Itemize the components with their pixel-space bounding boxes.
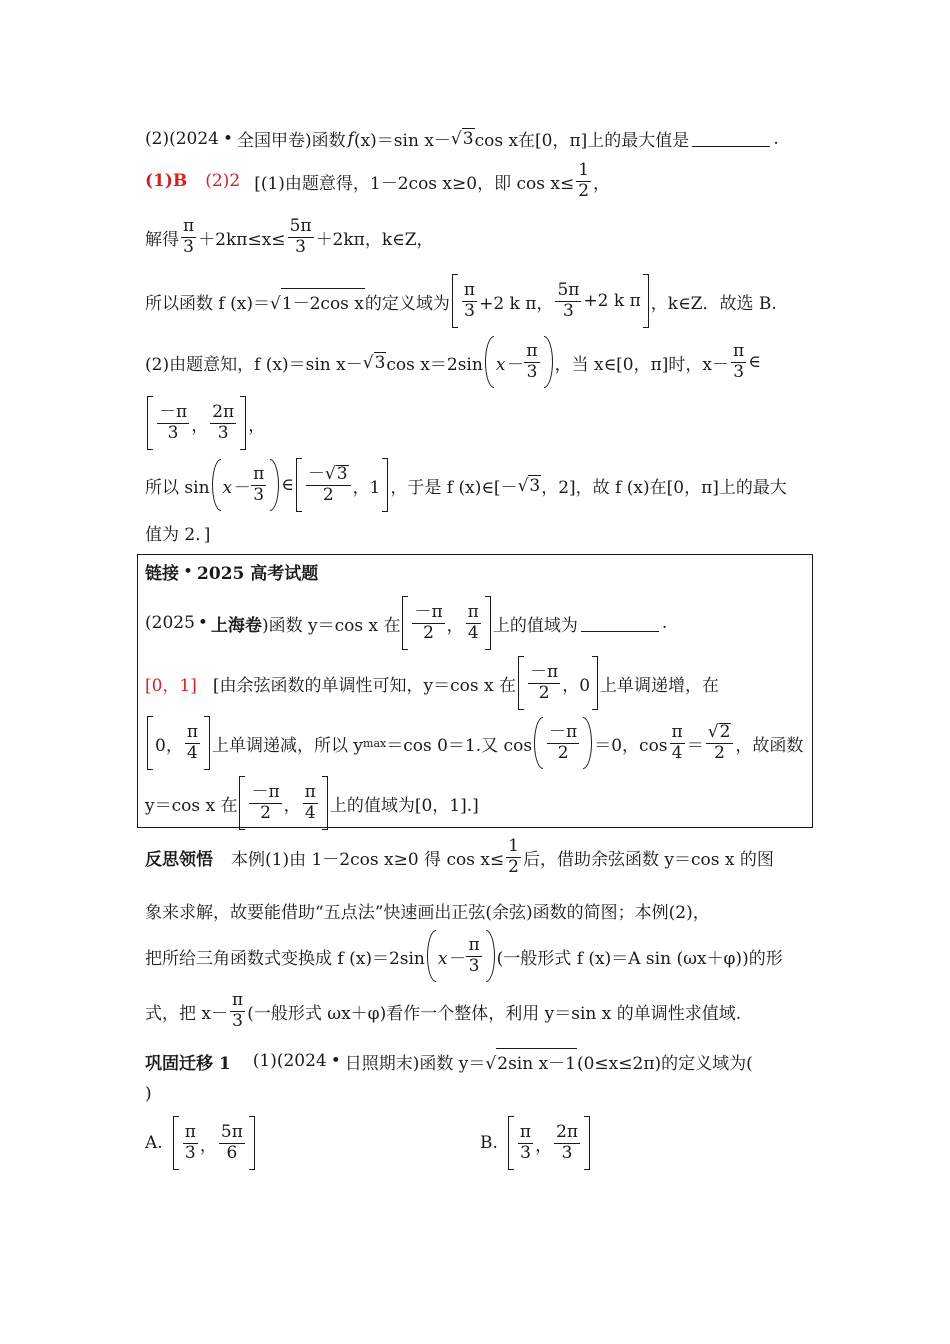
right-bracket bbox=[249, 1116, 255, 1170]
interval-end: ， bbox=[248, 415, 266, 436]
part2-inner: x－ bbox=[495, 354, 523, 375]
left-paren bbox=[212, 459, 221, 511]
q-end: 上的值域为 bbox=[492, 615, 578, 636]
left-bracket bbox=[147, 396, 153, 450]
a2-zero: 0， bbox=[155, 735, 183, 756]
solve-line bbox=[145, 218, 434, 257]
fraction: $\frac{\pi}{3}$ bbox=[183, 216, 195, 257]
range-line bbox=[145, 458, 787, 512]
answer-2: (2)2 bbox=[205, 171, 241, 192]
left-bracket bbox=[518, 656, 524, 710]
a2-sub: max bbox=[363, 736, 387, 750]
domain-end: ，k∈Z．故选 B. bbox=[650, 293, 777, 314]
l3-end: (一般形式 f (x)＝A sin (ωx＋φ))的形 bbox=[496, 948, 783, 969]
q-source: 上海卷 bbox=[210, 615, 262, 636]
exercise-end: (0≤x≤2π)的定义域为( bbox=[576, 1053, 753, 1074]
fraction: $\frac{-\pi}{2}$ bbox=[251, 781, 280, 823]
right-bracket bbox=[643, 274, 649, 328]
link-answer: [0，1] bbox=[145, 675, 197, 696]
right-paren bbox=[486, 930, 495, 982]
problem-source: 全国甲卷 bbox=[237, 131, 306, 151]
max-line bbox=[145, 520, 210, 545]
range-end: ，2]，故 f (x)在[0，π]上的最大 bbox=[541, 477, 787, 498]
fraction: $\frac{2\pi}{3}$ bbox=[212, 401, 235, 443]
link-question-line bbox=[145, 596, 667, 650]
left-bracket bbox=[173, 1116, 179, 1170]
problem-label: (2)(2024 bbox=[145, 128, 219, 149]
link-title: 链接 bbox=[145, 564, 179, 584]
right-bracket bbox=[382, 458, 388, 512]
fraction: $\frac{\pi}{3}$ bbox=[232, 990, 244, 1031]
left-bracket bbox=[239, 776, 245, 830]
a2-text: 上单调递减，所以 y bbox=[212, 735, 364, 756]
problem-text-c: cos x在[0，π]上的最大值是 bbox=[474, 131, 690, 151]
right-bracket bbox=[584, 1116, 590, 1170]
option-b-sep: ， bbox=[535, 1135, 553, 1156]
domain-line bbox=[145, 274, 777, 328]
a3-prefix: y＝cos x 在 bbox=[145, 795, 238, 816]
right-bracket bbox=[322, 776, 328, 830]
fraction: $\frac{-\pi}{3}$ bbox=[159, 401, 188, 443]
right-bracket bbox=[204, 716, 210, 770]
part2-mid2: ，当 x∈[0，π]时，x－ bbox=[554, 354, 730, 375]
link-title-line bbox=[145, 559, 318, 584]
fraction: $\frac{\pi}{3}$ bbox=[526, 340, 538, 382]
answer-end: ， bbox=[593, 173, 611, 194]
fraction: $\frac{\pi}{4}$ bbox=[186, 721, 199, 763]
answer-blank bbox=[692, 130, 770, 147]
reflection-line-3 bbox=[145, 930, 783, 982]
fraction: $\frac{\pi}{3}$ bbox=[733, 340, 745, 382]
link-answer-line-3 bbox=[145, 776, 479, 830]
fraction: $\frac{5\pi}{3}$ bbox=[557, 279, 580, 321]
fx: f bbox=[347, 128, 354, 149]
fraction: $\frac{5\pi}{3}$ bbox=[289, 216, 312, 257]
fraction: $\frac{\pi}{3}$ bbox=[463, 279, 476, 321]
l1-end: 后，借助余弦函数 y＝cos x 的图 bbox=[523, 849, 774, 870]
exercise-text: (1)(2024 bbox=[252, 1051, 327, 1071]
interval-line bbox=[145, 396, 265, 450]
dot: • bbox=[197, 613, 208, 633]
fraction: $\frac{\pi}{3}$ bbox=[253, 463, 265, 505]
a2-eq: ＝ bbox=[686, 735, 704, 756]
fraction: $\frac{-\pi}{2}$ bbox=[414, 601, 443, 643]
right-paren bbox=[270, 459, 279, 511]
fraction: $\frac{1}{2}$ bbox=[578, 160, 590, 201]
option-b-label: B. bbox=[480, 1133, 498, 1153]
q-sep: ， bbox=[446, 615, 464, 636]
l1-text: 本例(1)由 1－2cos x≥0 得 cos x≤ bbox=[231, 849, 505, 870]
l3-inner: x－ bbox=[437, 948, 465, 969]
link-answer-line-2 bbox=[145, 716, 803, 770]
solve-prefix: 解得 bbox=[145, 229, 179, 250]
q-text: )函数 y＝cos x 在 bbox=[261, 615, 401, 636]
fraction: $\frac{\pi}{3}$ bbox=[184, 1121, 196, 1163]
range-inner: x－ bbox=[222, 477, 250, 498]
q-dot: . bbox=[661, 613, 668, 633]
dot: • bbox=[330, 1051, 341, 1071]
fraction: $\frac{5\pi}{6}$ bbox=[220, 1121, 243, 1163]
option-a-label: A. bbox=[145, 1133, 163, 1153]
interval-sep: ， bbox=[191, 415, 209, 436]
left-bracket bbox=[452, 274, 458, 328]
a2-text3: ＝0，cos bbox=[594, 735, 668, 756]
left-paren bbox=[485, 336, 494, 388]
reflection-line-2 bbox=[145, 898, 710, 923]
right-bracket bbox=[485, 596, 491, 650]
range-in: ∈ bbox=[281, 475, 294, 495]
left-bracket bbox=[296, 458, 302, 512]
fraction: $\frac{-\pi}{2}$ bbox=[549, 721, 578, 763]
answer-text: [(1)由题意得，1－2cos x≥0，即 cos x≤ bbox=[254, 173, 575, 194]
exercise-title: 巩固迁移 1 bbox=[145, 1053, 231, 1074]
a1-text: [由余弦函数的单调性可知，y＝cos x 在 bbox=[212, 675, 517, 696]
left-paren bbox=[534, 717, 543, 769]
fraction: √ 2 2 bbox=[706, 723, 734, 763]
problem-end: . bbox=[773, 128, 779, 149]
max-text: 值为 2．] bbox=[145, 525, 211, 545]
solve-mid: ＋2kπ≤x≤ bbox=[198, 229, 286, 250]
exercise-close-line bbox=[145, 1084, 152, 1104]
answer-1: (1)B bbox=[145, 171, 188, 192]
domain-prefix: 所以函数 f (x)＝ bbox=[145, 293, 270, 314]
l2: 象来求解，故要能借助“五点法”快速画出正弦(余弦)函数的简图；本例(2)， bbox=[145, 903, 710, 923]
a1-sep: ，0 bbox=[562, 675, 591, 696]
right-bracket bbox=[592, 656, 598, 710]
dot: • bbox=[222, 128, 234, 149]
right-bracket bbox=[240, 396, 246, 450]
fraction: $\frac{\pi}{3}$ bbox=[519, 1121, 532, 1163]
link-answer-line-1 bbox=[145, 656, 719, 710]
range-mid: ，于是 f (x)∈[－ bbox=[390, 477, 518, 498]
l3-prefix: 把所给三角函数式变换成 f (x)＝2sin bbox=[145, 948, 425, 969]
option-a[interactable] bbox=[145, 1116, 257, 1170]
right-paren bbox=[583, 717, 592, 769]
part2-line bbox=[145, 336, 761, 388]
fraction: $\frac{1}{2}$ bbox=[508, 836, 519, 877]
a3-sep: ， bbox=[283, 795, 301, 816]
left-paren bbox=[427, 930, 436, 982]
exercise-line bbox=[145, 1048, 753, 1074]
option-b[interactable] bbox=[480, 1116, 592, 1170]
reflection-line-4 bbox=[145, 992, 741, 1031]
sqrt-3: √ 3 bbox=[362, 352, 386, 373]
sqrt-expr: √ 1－2cos x bbox=[270, 288, 365, 314]
fraction: － √ 3 2 bbox=[306, 465, 351, 505]
fraction: $\frac{\pi}{3}$ bbox=[468, 934, 480, 976]
left-bracket bbox=[147, 716, 153, 770]
answer-blank bbox=[581, 615, 659, 632]
exercise-close: ) bbox=[145, 1084, 152, 1104]
l4-prefix: 式，把 x－ bbox=[145, 1003, 228, 1024]
l4-end: (一般形式 ωx＋φ)看作一个整体，利用 y＝sin x 的单调性求值域. bbox=[247, 1003, 742, 1024]
a1-end: 上单调递增，在 bbox=[600, 675, 720, 696]
fraction: $\frac{2\pi}{3}$ bbox=[556, 1121, 579, 1163]
part2-mid: cos x＝2sin bbox=[386, 354, 483, 375]
reflection-line-1 bbox=[145, 838, 774, 877]
problem-2-line bbox=[145, 126, 779, 151]
part2-prefix: (2)由题意知，f (x)＝sin x－ bbox=[145, 354, 363, 375]
a2-end: ，故函数 bbox=[735, 735, 804, 756]
answer-line bbox=[145, 162, 610, 201]
fraction: $\frac{-\pi}{2}$ bbox=[530, 661, 559, 703]
domain-t2: +2 k π bbox=[583, 291, 641, 311]
domain-t1: +2 k π， bbox=[479, 293, 554, 314]
exercise-source: 日照期末)函数 y＝ bbox=[344, 1053, 486, 1074]
problem-text-b: (x)＝sin x－ bbox=[353, 131, 451, 151]
fraction: $\frac{\pi}{4}$ bbox=[304, 781, 316, 823]
domain-mid: 的定义域为 bbox=[364, 293, 450, 314]
fraction: $\frac{\pi}{4}$ bbox=[467, 601, 479, 643]
sqrt-3: √ 3 bbox=[517, 475, 541, 496]
solve-end: ＋2kπ，k∈Z， bbox=[315, 229, 434, 250]
right-paren bbox=[544, 336, 553, 388]
a2-text2: ＝cos 0＝1.又 cos bbox=[386, 735, 533, 756]
problem-text-a: )函数 bbox=[305, 131, 346, 151]
reflection-title: 反思领悟 bbox=[145, 849, 213, 870]
part2-end: ∈ bbox=[748, 352, 761, 372]
link-year-title: 2025 高考试题 bbox=[197, 564, 319, 584]
left-bracket bbox=[402, 596, 408, 650]
range-prefix: 所以 sin bbox=[145, 477, 210, 498]
dot: • bbox=[183, 561, 194, 582]
sqrt-3: √ 3 bbox=[450, 129, 474, 149]
left-bracket bbox=[508, 1116, 514, 1170]
range-sep: ，1 bbox=[352, 477, 381, 498]
option-a-sep: ， bbox=[199, 1135, 217, 1156]
sqrt-expr: √ 2sin x－1 bbox=[485, 1048, 577, 1074]
a3-end: 上的值域为[0，1].] bbox=[329, 795, 479, 816]
q-prefix: (2025 bbox=[145, 613, 195, 633]
fraction: $\frac{\pi}{4}$ bbox=[671, 721, 683, 763]
